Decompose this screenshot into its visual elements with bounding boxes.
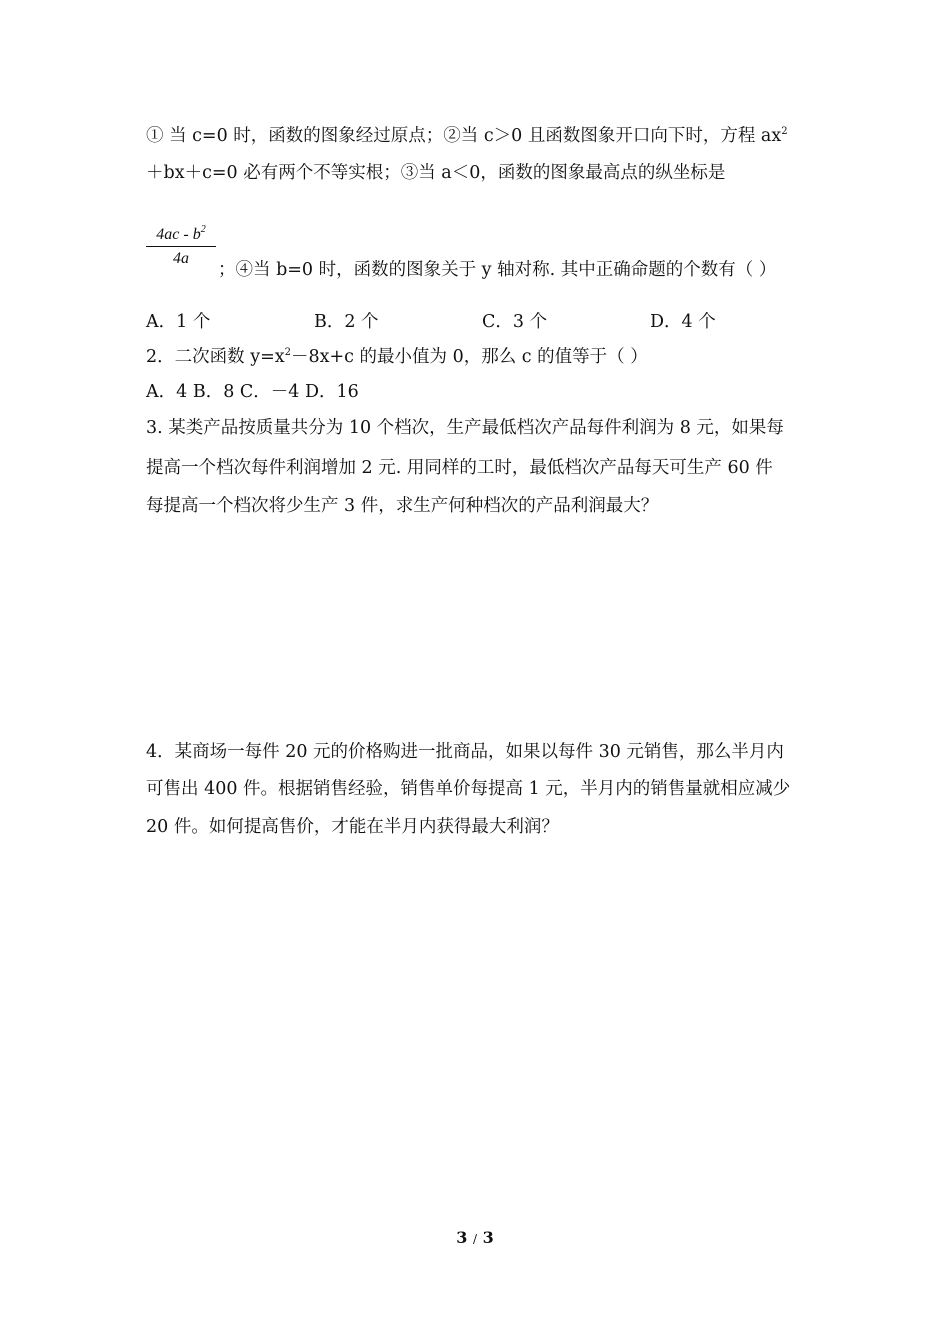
q4-line-2: 可售出 400 件。根据销售经验，销售单价每提高 1 元，半月内的销售量就相应减少 [146,779,791,799]
q1-option-d: D．4 个 [650,312,716,332]
q2-text-a: 2．二次函数 y=x [146,347,285,367]
page-total: 3 [482,1228,494,1247]
fraction-numerator-superscript: 2 [200,224,206,235]
q1-option-b: B．2 个 [314,312,379,332]
fraction-numerator [146,226,216,247]
fraction-numerator-text: 4ac - b [156,226,201,243]
q1-option-c: C．3 个 [482,312,548,332]
q2-question [146,345,648,369]
q3-line-1: 3. 某类产品按质量共分为 10 个档次，生产最低档次产品每件利润为 8 元，如果每 [146,418,784,438]
page-separator: / [472,1232,478,1246]
q1-line-1 [146,124,788,148]
page-current: 3 [456,1228,468,1247]
q1-line-1-superscript: 2 [781,126,788,137]
fraction-denominator: 4a [173,250,189,267]
fraction-max-value [146,226,216,268]
page-number [0,1228,950,1247]
q3-line-3: 每提高一个档次将少生产 3 件，求生产何种档次的产品利润最大？ [146,496,659,516]
q4-line-1: 4．某商场一每件 20 元的价格购进一批商品，如果以每件 30 元销售，那么半月内 [146,742,784,762]
q1-line-3: ；④当 b=0 时，函数的图象关于 y 轴对称. 其中正确命题的个数有（ ） [218,260,777,280]
q2-options: A．4 B．8 C．－4 D．16 [146,382,359,402]
q1-line-2: ＋bx＋c=0 必有两个不等实根；③当 a＜0，函数的图象最高点的纵坐标是 [146,163,726,183]
q4-line-3: 20 件。如何提高售价，才能在半月内获得最大利润？ [146,817,559,837]
q1-options [146,310,716,334]
q2-superscript: 2 [284,347,291,358]
q2-text-b: －8x+c 的最小值为 0，那么 c 的值等于（ ） [291,347,648,367]
q1-line-1-text: ① 当 c=0 时，函数的图象经过原点；②当 c＞0 且函数图象开口向下时，方程 ax [146,126,782,146]
q1-option-a: A．1 个 [146,312,211,332]
q3-line-2: 提高一个档次每件利润增加 2 元. 用同样的工时，最低档次产品每天可生产 60 件 [146,458,773,478]
